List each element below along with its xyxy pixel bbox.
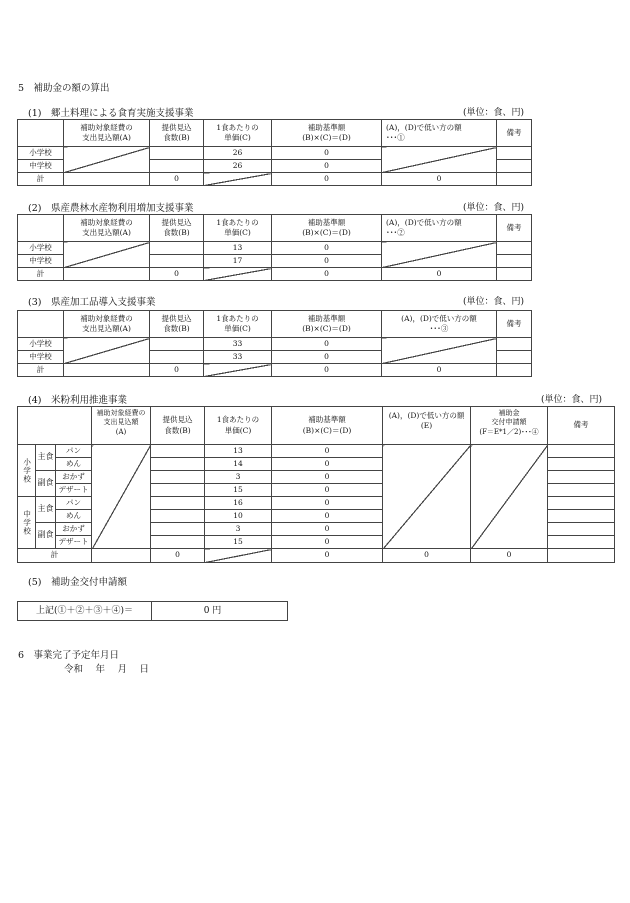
header-min: (A)，(D)で低い方の額 ･･･③: [382, 311, 497, 338]
row-junior: 中学校: [18, 255, 64, 268]
total-e: 0: [383, 549, 471, 563]
header-d: 補助基準額 (B)×(C)＝(D): [272, 120, 382, 147]
total-c-slash: [204, 268, 272, 281]
unit-price: 15: [205, 536, 272, 549]
item-label: めん: [56, 510, 92, 523]
row-junior: 中学校: [18, 351, 64, 364]
min-slash-cell: [382, 242, 497, 268]
total-amount-label: 上記(①＋②＋③＋④)＝: [18, 602, 152, 621]
unit-price: 17: [204, 255, 272, 268]
header-remarks: 備考: [497, 215, 532, 242]
remarks-cell[interactable]: [497, 338, 532, 351]
unit-price: 16: [205, 497, 272, 510]
row-elementary: 小学校: [18, 242, 64, 255]
d-value: 0: [272, 471, 383, 484]
unit-price: 3: [205, 523, 272, 536]
b-cell[interactable]: [150, 147, 204, 160]
a-slash-cell: [64, 338, 150, 364]
b-cell[interactable]: [151, 510, 205, 523]
table1-unit: (単位：食、円): [463, 108, 525, 118]
corner-cell: [18, 215, 64, 242]
unit-price: 26: [204, 147, 272, 160]
group-side-dish: 副食: [36, 471, 56, 497]
header-a: 補助対象経費の 支出見込額 (A): [92, 407, 151, 445]
d-value: 0: [272, 147, 382, 160]
min-slash-cell: [382, 147, 497, 173]
remarks-cell[interactable]: [497, 255, 532, 268]
total-c-slash: [204, 173, 272, 186]
row-elementary: 小学校: [18, 147, 64, 160]
total-a-cell: [92, 549, 151, 563]
total-b: 0: [150, 364, 204, 377]
unit-price: 33: [204, 338, 272, 351]
total-b: 0: [151, 549, 205, 563]
header-a: 補助対象経費の 支出見込額(A): [64, 120, 150, 147]
unit-price: 14: [205, 458, 272, 471]
d-value: 0: [272, 523, 383, 536]
item-label: デザート: [56, 536, 92, 549]
header-b: 提供見込 食数(B): [150, 120, 204, 147]
total-d: 0: [272, 268, 382, 281]
remarks-cell[interactable]: [548, 458, 615, 471]
group-main-dish: 主食: [36, 445, 56, 471]
header-b: 提供見込 食数(B): [150, 215, 204, 242]
item-label: パン: [56, 445, 92, 458]
completion-date: 令和 年 月 日: [64, 664, 150, 675]
total-min: 0: [382, 364, 497, 377]
b-cell[interactable]: [151, 458, 205, 471]
remarks-cell[interactable]: [548, 523, 615, 536]
d-value: 0: [272, 338, 382, 351]
total-remarks: [497, 173, 532, 186]
d-value: 0: [272, 255, 382, 268]
table4-unit: (単位：食、円): [541, 395, 603, 405]
row-total: 計: [18, 549, 92, 563]
total-c-slash: [204, 364, 272, 377]
corner-cell: [18, 311, 64, 338]
e-slash-cell: [383, 445, 471, 549]
unit-price: 10: [205, 510, 272, 523]
table4: [17, 406, 615, 563]
b-cell[interactable]: [150, 242, 204, 255]
header-a: 補助対象経費の 支出見込額(A): [64, 311, 150, 338]
unit-price: 13: [204, 242, 272, 255]
d-value: 0: [272, 484, 383, 497]
total-f: 0: [471, 549, 548, 563]
header-c: 1食あたりの 単価(C): [204, 311, 272, 338]
total-remarks: [548, 549, 615, 563]
remarks-cell[interactable]: [497, 351, 532, 364]
unit-price: 33: [204, 351, 272, 364]
total-c-slash: [205, 549, 272, 563]
total-d: 0: [272, 364, 382, 377]
table3: [17, 310, 532, 377]
d-value: 0: [272, 536, 383, 549]
table2: [17, 214, 532, 281]
table3-title: (3) 県産加工品導入支援事業: [28, 297, 156, 308]
table1-title: (1) 郷土料理による食育実施支援事業: [28, 108, 194, 119]
row-junior: 中学校: [18, 160, 64, 173]
d-value: 0: [272, 445, 383, 458]
header-c: 1食あたりの 単価(C): [204, 120, 272, 147]
remarks-cell[interactable]: [548, 445, 615, 458]
total-b: 0: [150, 173, 204, 186]
item-label: おかず: [56, 471, 92, 484]
b-cell[interactable]: [150, 160, 204, 173]
total-remarks: [497, 364, 532, 377]
table3-unit: (単位：食、円): [463, 297, 525, 307]
a-slash-cell: [92, 445, 151, 549]
remarks-cell[interactable]: [497, 160, 532, 173]
d-value: 0: [272, 458, 383, 471]
total-d: 0: [272, 549, 383, 563]
b-cell[interactable]: [151, 497, 205, 510]
table2-unit: (単位：食、円): [463, 203, 525, 213]
b-cell[interactable]: [150, 255, 204, 268]
header-c: 1食あたりの 単価(C): [205, 407, 272, 445]
row-elementary: 小学校: [18, 445, 36, 497]
b-cell[interactable]: [151, 536, 205, 549]
corner-cell: [18, 120, 64, 147]
section-5-5-title: (5) 補助金交付申請額: [28, 577, 127, 588]
unit-price: 26: [204, 160, 272, 173]
b-cell[interactable]: [151, 471, 205, 484]
table4-title: (4) 米粉利用推進事業: [28, 395, 127, 406]
a-slash-cell: [64, 147, 150, 173]
header-d: 補助基準額 (B)×(C)＝(D): [272, 215, 382, 242]
header-min: (A)，(D)で低い方の額 ･･･②: [382, 215, 497, 242]
section-5-title: 5 補助金の額の算出: [18, 83, 110, 94]
row-total: 計: [18, 268, 64, 281]
b-cell[interactable]: [150, 338, 204, 351]
total-d: 0: [272, 173, 382, 186]
header-remarks: 備考: [548, 407, 615, 445]
d-value: 0: [272, 510, 383, 523]
total-amount-box: [17, 601, 288, 621]
total-min: 0: [382, 268, 497, 281]
section-6-title: 6 事業完了予定年月日: [18, 650, 120, 661]
item-label: おかず: [56, 523, 92, 536]
group-side-dish: 副食: [36, 523, 56, 549]
row-total: 計: [18, 364, 64, 377]
min-slash-cell: [382, 338, 497, 364]
header-a: 補助対象経費の 支出見込額(A): [64, 215, 150, 242]
row-total: 計: [18, 173, 64, 186]
b-cell[interactable]: [151, 484, 205, 497]
header-c: 1食あたりの 単価(C): [204, 215, 272, 242]
remarks-cell[interactable]: [548, 471, 615, 484]
d-value: 0: [272, 497, 383, 510]
total-a-cell: [64, 268, 150, 281]
total-amount-value: 0 円: [152, 602, 288, 621]
unit-price: 13: [205, 445, 272, 458]
header-grant: 補助金 交付申請額 (F＝E*1／2)･･･④: [471, 407, 548, 445]
row-junior: 中学校: [18, 497, 36, 549]
unit-price: 3: [205, 471, 272, 484]
a-slash-cell: [64, 242, 150, 268]
header-b: 提供見込 食数(B): [150, 311, 204, 338]
table2-title: (2) 県産農林水産物利用増加支援事業: [28, 203, 194, 214]
remarks-cell[interactable]: [548, 497, 615, 510]
remarks-cell[interactable]: [497, 147, 532, 160]
remarks-cell[interactable]: [548, 510, 615, 523]
header-remarks: 備考: [497, 311, 532, 338]
header-min: (A)，(D)で低い方の額 (E): [383, 407, 471, 445]
item-label: めん: [56, 458, 92, 471]
group-main-dish: 主食: [36, 497, 56, 523]
f-slash-cell: [471, 445, 548, 549]
row-elementary: 小学校: [18, 338, 64, 351]
header-remarks: 備考: [497, 120, 532, 147]
header-d: 補助基準額 (B)×(C)＝(D): [272, 311, 382, 338]
d-value: 0: [272, 160, 382, 173]
header-b: 提供見込 食数(B): [151, 407, 205, 445]
total-b: 0: [150, 268, 204, 281]
table1: [17, 119, 532, 186]
b-cell[interactable]: [151, 523, 205, 536]
d-value: 0: [272, 351, 382, 364]
unit-price: 15: [205, 484, 272, 497]
total-min: 0: [382, 173, 497, 186]
corner-cell: [18, 407, 92, 445]
total-a-cell: [64, 173, 150, 186]
item-label: デザート: [56, 484, 92, 497]
total-a-cell: [64, 364, 150, 377]
total-remarks: [497, 268, 532, 281]
remarks-cell[interactable]: [497, 242, 532, 255]
item-label: パン: [56, 497, 92, 510]
header-min: (A)，(D)で低い方の額 ･･･①: [382, 120, 497, 147]
b-cell[interactable]: [151, 445, 205, 458]
remarks-cell[interactable]: [548, 484, 615, 497]
remarks-cell[interactable]: [548, 536, 615, 549]
d-value: 0: [272, 242, 382, 255]
b-cell[interactable]: [150, 351, 204, 364]
header-d: 補助基準額 (B)×(C)＝(D): [272, 407, 383, 445]
